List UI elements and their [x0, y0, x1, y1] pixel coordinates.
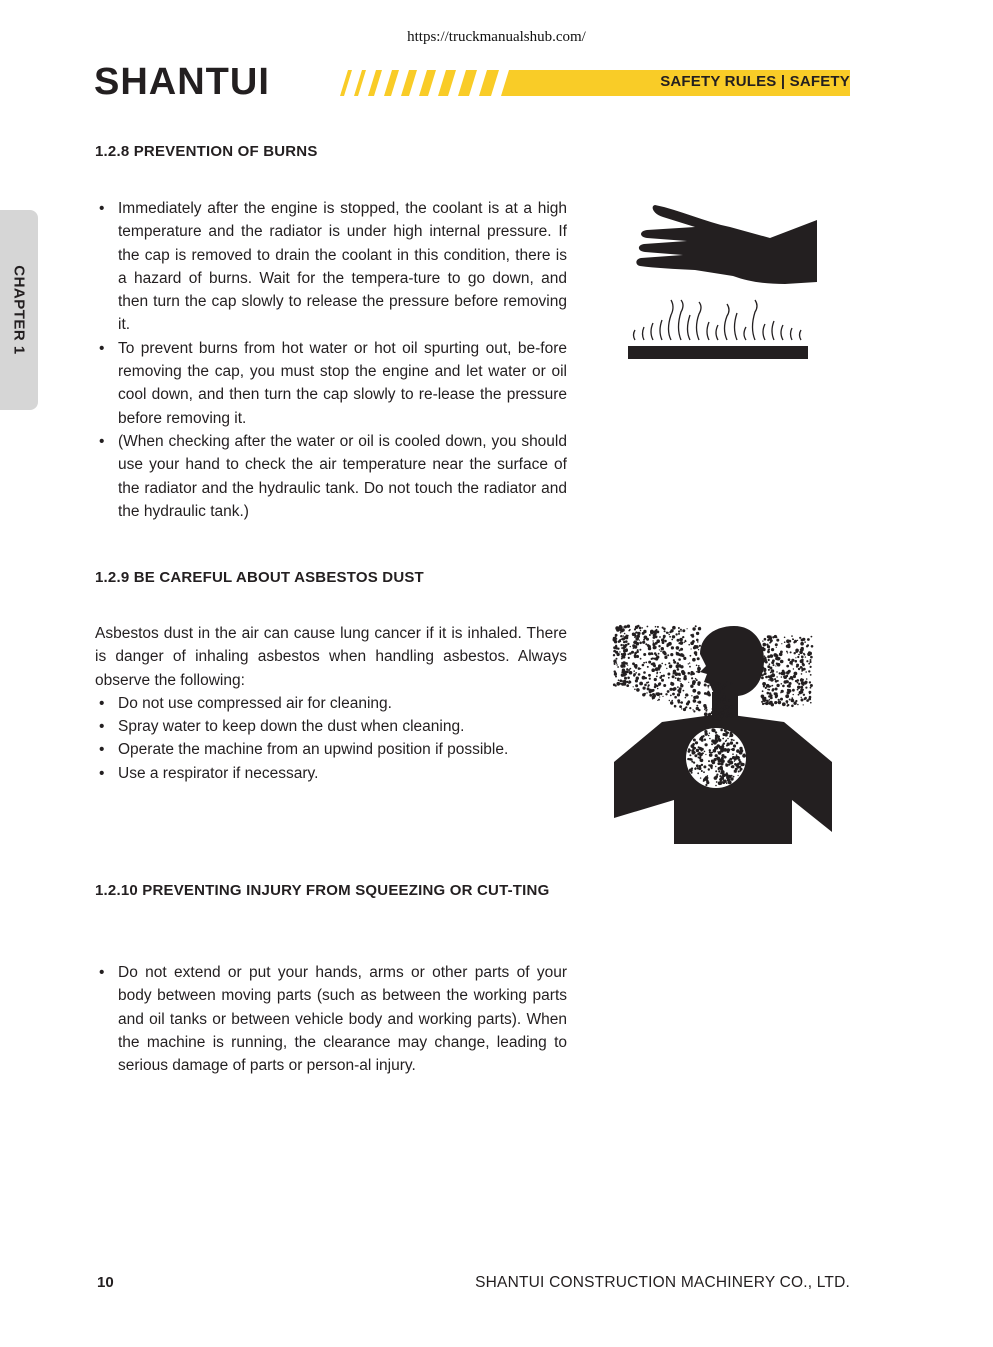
list-item: • Use a respirator if necessary.: [95, 762, 567, 785]
list-item: • Spray water to keep down the dust when cleaning.: [95, 715, 567, 738]
section-heading-burns: 1.2.8 PREVENTION OF BURNS: [95, 143, 318, 160]
list-item: • Immediately after the engine is stopped, the coolant is at a high temperature and the radiator is under high internal pressure. If the cap is removed to drain the coolant in this condition, there is a hazard of burns. Wait for the tempera-ture to go down, and then turn the cap slowly to release the pressure before removing it.: [95, 197, 567, 337]
section-label: SAFETY RULES | SAFETY: [660, 73, 850, 90]
section-heading-asbestos: 1.2.9 BE CAREFUL ABOUT ASBESTOS DUST: [95, 569, 424, 586]
list-item: • Do not use compressed air for cleaning.: [95, 692, 567, 715]
asbestos-body: [95, 622, 567, 785]
section-heading-squeezing: 1.2.10 PREVENTING INJURY FROM SQUEEZING OR CUT-TING: [95, 882, 550, 899]
source-url: https://truckmanualshub.com/: [407, 29, 586, 45]
company-name: SHANTUI CONSTRUCTION MACHINERY CO., LTD.: [475, 1274, 850, 1291]
burns-body: [95, 197, 567, 523]
shantui-logo: SHANTUI: [94, 61, 270, 103]
person-inhaling-dust-icon: [612, 622, 834, 847]
header-stripes: [334, 70, 519, 96]
list-item: • Operate the machine from an upwind position if possible.: [95, 738, 567, 761]
list-item: • Do not extend or put your hands, arms or other parts of your body between moving parts (such as between the working parts and oil tanks or between vehicle body and working parts). When the machine is running, the clearance may change, leading to serious damage of parts or person-al injury.: [95, 961, 567, 1077]
asbestos-intro: Asbestos dust in the air can cause lung cancer if it is inhaled. There is danger of inhaling asbestos when handling asbestos. Always observe the following:: [95, 625, 567, 689]
list-item: • To prevent burns from hot water or hot oil spurting out, be-fore removing the cap, you must stop the engine and let water or oil cool down, and then turn the cap slowly to re-lease the pressure before removing it.: [95, 337, 567, 430]
list-item: • (When checking after the water or oil is cooled down, you should use your hand to check the air temperature near the surface of the radiator and the hydraulic tank. Do not touch the radiator and the hydraulic tank.): [95, 430, 567, 523]
page-number: 10: [97, 1274, 114, 1291]
chapter-tab-label: CHAPTER 1: [10, 265, 28, 355]
squeezing-body: [95, 961, 567, 1077]
hand-over-hot-surface-icon: [625, 200, 820, 365]
